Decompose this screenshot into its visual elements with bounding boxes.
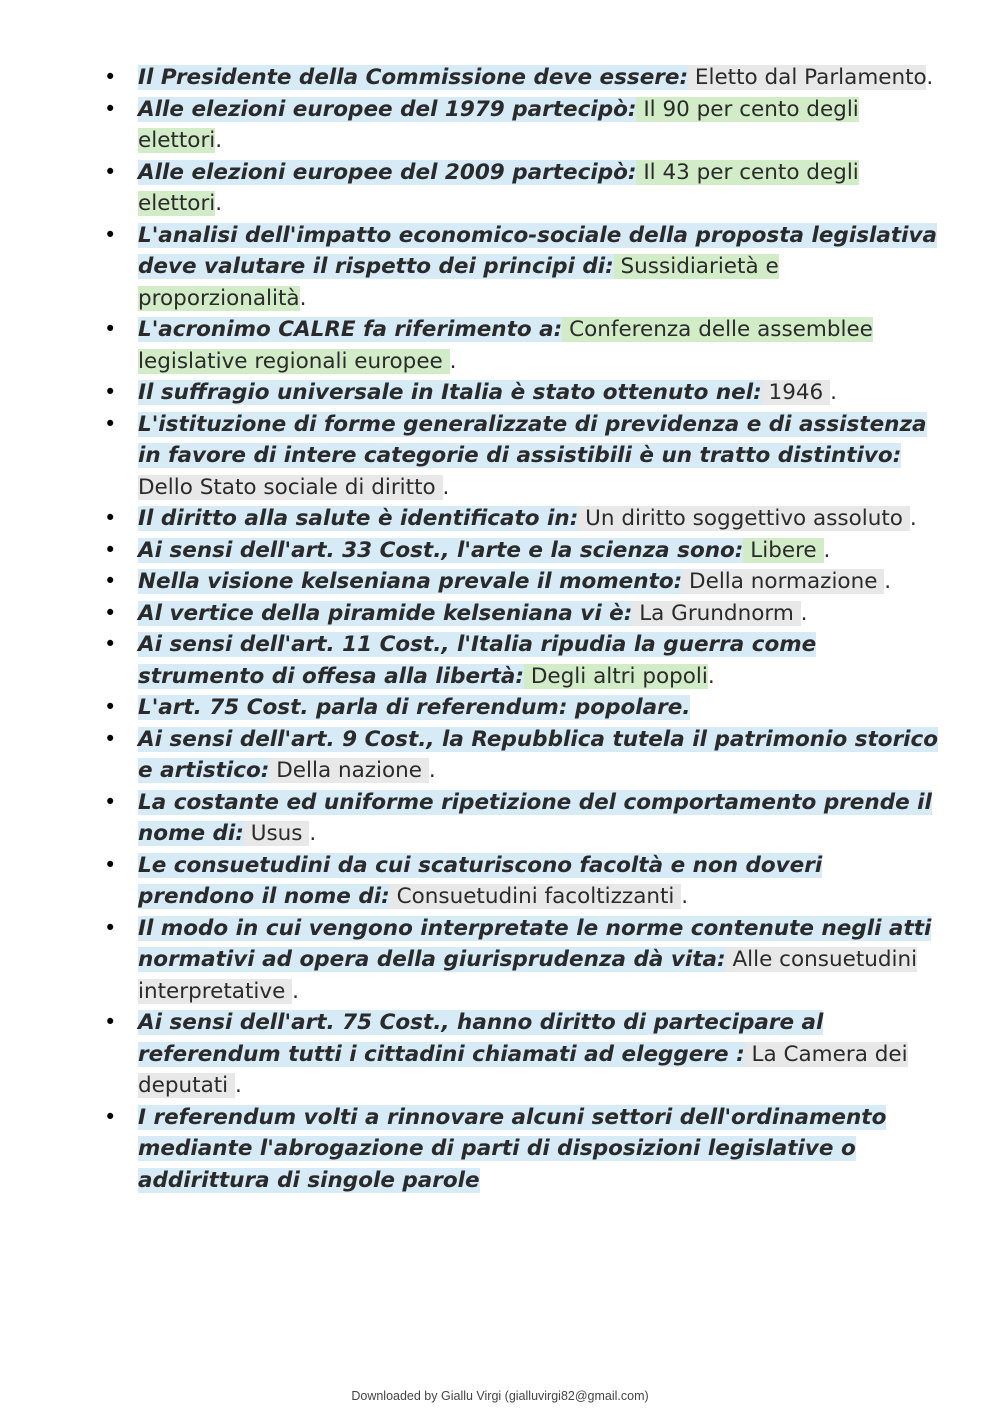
question-text: Ai sensi dell'art. 75 Cost., hanno diritto di partecipare al referendum tutti i cittadini chiamati ad eleggere : — [138, 1010, 824, 1067]
question-text: L'art. 75 Cost. parla di referendum: popolare. — [138, 695, 691, 720]
list-item — [0, 1007, 1000, 1102]
punctuation: . — [215, 191, 223, 216]
question-text: Ai sensi dell'art. 9 Cost., la Repubblica tutela il patrimonio storico e artistico: — [138, 726, 939, 783]
question-answer-list — [0, 62, 1000, 1196]
list-item — [0, 94, 1000, 157]
punctuation: . — [909, 506, 917, 531]
list-item — [0, 62, 1000, 94]
question-text: Le consuetudini da cui scaturiscono facoltà e non doveri prendono il nome di: — [138, 852, 823, 909]
answer-text: Conferenza delle assemblee legislative regionali europee — [138, 317, 873, 374]
punctuation: . — [707, 663, 715, 689]
answer-text: Libere — [743, 537, 824, 563]
punctuation: . — [800, 600, 808, 626]
list-item — [0, 1102, 1000, 1197]
list-item — [0, 629, 1000, 692]
punctuation: . — [299, 285, 307, 311]
answer-text: Della normazione — [682, 569, 885, 594]
question-text: L'istituzione di forme generalizzate di previdenza e di assistenza in favore di intere categorie di assistibili è un tratto distintivo: — [138, 411, 927, 468]
question-text: L'analisi dell'impatto economico-sociale della proposta legislativa deve valutare il rispetto dei principi di: — [138, 222, 938, 279]
answer-text: Eletto dal Parlamento — [688, 65, 927, 90]
question-text: La costante ed uniforme ripetizione del comportamento prende il nome di: — [138, 789, 932, 846]
question-text: Alle elezioni europee del 1979 partecipò: — [138, 96, 637, 122]
list-item — [0, 535, 1000, 567]
punctuation: . — [442, 474, 450, 500]
download-footer: Downloaded by Giallu Virgi (gialluvirgi82@gmail.com) — [351, 1389, 649, 1403]
answer-text: La Grundnorm — [632, 600, 801, 626]
question-text: Al vertice della piramide kelseniana vi è: — [138, 600, 633, 626]
punctuation: . — [823, 537, 831, 563]
punctuation: . — [309, 821, 317, 846]
punctuation: . — [292, 978, 299, 1004]
question-text: Il suffragio universale in Italia è stato ottenuto nel: — [138, 380, 762, 405]
question-text: Alle elezioni europee del 2009 partecipò: — [138, 159, 637, 185]
answer-text: La Camera dei deputati — [138, 1041, 908, 1098]
question-text: I referendum volti a rinnovare alcuni settori dell'ordinamento mediante l'abrogazione di parti di disposizioni legislative o addirittura di singole parole — [138, 1104, 887, 1193]
list-item — [0, 220, 1000, 315]
punctuation: . — [926, 65, 934, 90]
question-text: Ai sensi dell'art. 11 Cost., l'Italia ripudia la guerra come strumento di offesa alla libertà: — [138, 632, 817, 689]
answer-text: 1946 — [761, 380, 831, 405]
list-item — [0, 787, 1000, 850]
punctuation: . — [830, 380, 837, 405]
list-item — [0, 850, 1000, 913]
punctuation: . — [235, 1073, 242, 1098]
answer-text: Sussidiarietà e proporzionalità — [138, 254, 779, 311]
answer-text: Il 90 per cento degli elettori — [138, 96, 859, 153]
list-item — [0, 314, 1000, 377]
question-text: Il modo in cui vengono interpretate le norme contenute negli atti normativi ad opera della giurisprudenza dà vita: — [138, 915, 932, 972]
list-item — [0, 409, 1000, 504]
answer-text: Dello Stato sociale di diritto — [138, 474, 443, 500]
punctuation: . — [449, 348, 457, 374]
question-text: L'acronimo CALRE fa riferimento a: — [138, 317, 563, 342]
question-text: Ai sensi dell'art. 33 Cost., l'arte e la scienza sono: — [138, 537, 744, 563]
list-item — [0, 913, 1000, 1008]
punctuation: . — [215, 128, 223, 153]
punctuation: . — [428, 758, 436, 783]
question-text: Il diritto alla salute è identificato in: — [138, 506, 579, 531]
list-item — [0, 692, 1000, 724]
list-item — [0, 503, 1000, 535]
list-item — [0, 566, 1000, 598]
answer-text: Un diritto soggettivo assoluto — [578, 506, 910, 531]
punctuation: . — [884, 569, 892, 594]
punctuation: . — [681, 884, 689, 909]
answer-text: Consuetudini facoltizzanti — [389, 884, 682, 909]
answer-text: Della nazione — [269, 758, 429, 783]
list-item — [0, 724, 1000, 787]
list-item — [0, 377, 1000, 409]
answer-text: Degli altri popoli — [524, 663, 708, 689]
question-text: Nella visione kelseniana prevale il momento: — [138, 569, 683, 594]
list-item — [0, 157, 1000, 220]
answer-text: Il 43 per cento degli elettori — [138, 159, 859, 216]
list-item — [0, 598, 1000, 630]
answer-text: Usus — [243, 821, 310, 846]
question-text: Il Presidente della Commissione deve essere: — [138, 65, 689, 90]
answer-text: Alle consuetudini interpretative — [138, 947, 918, 1004]
